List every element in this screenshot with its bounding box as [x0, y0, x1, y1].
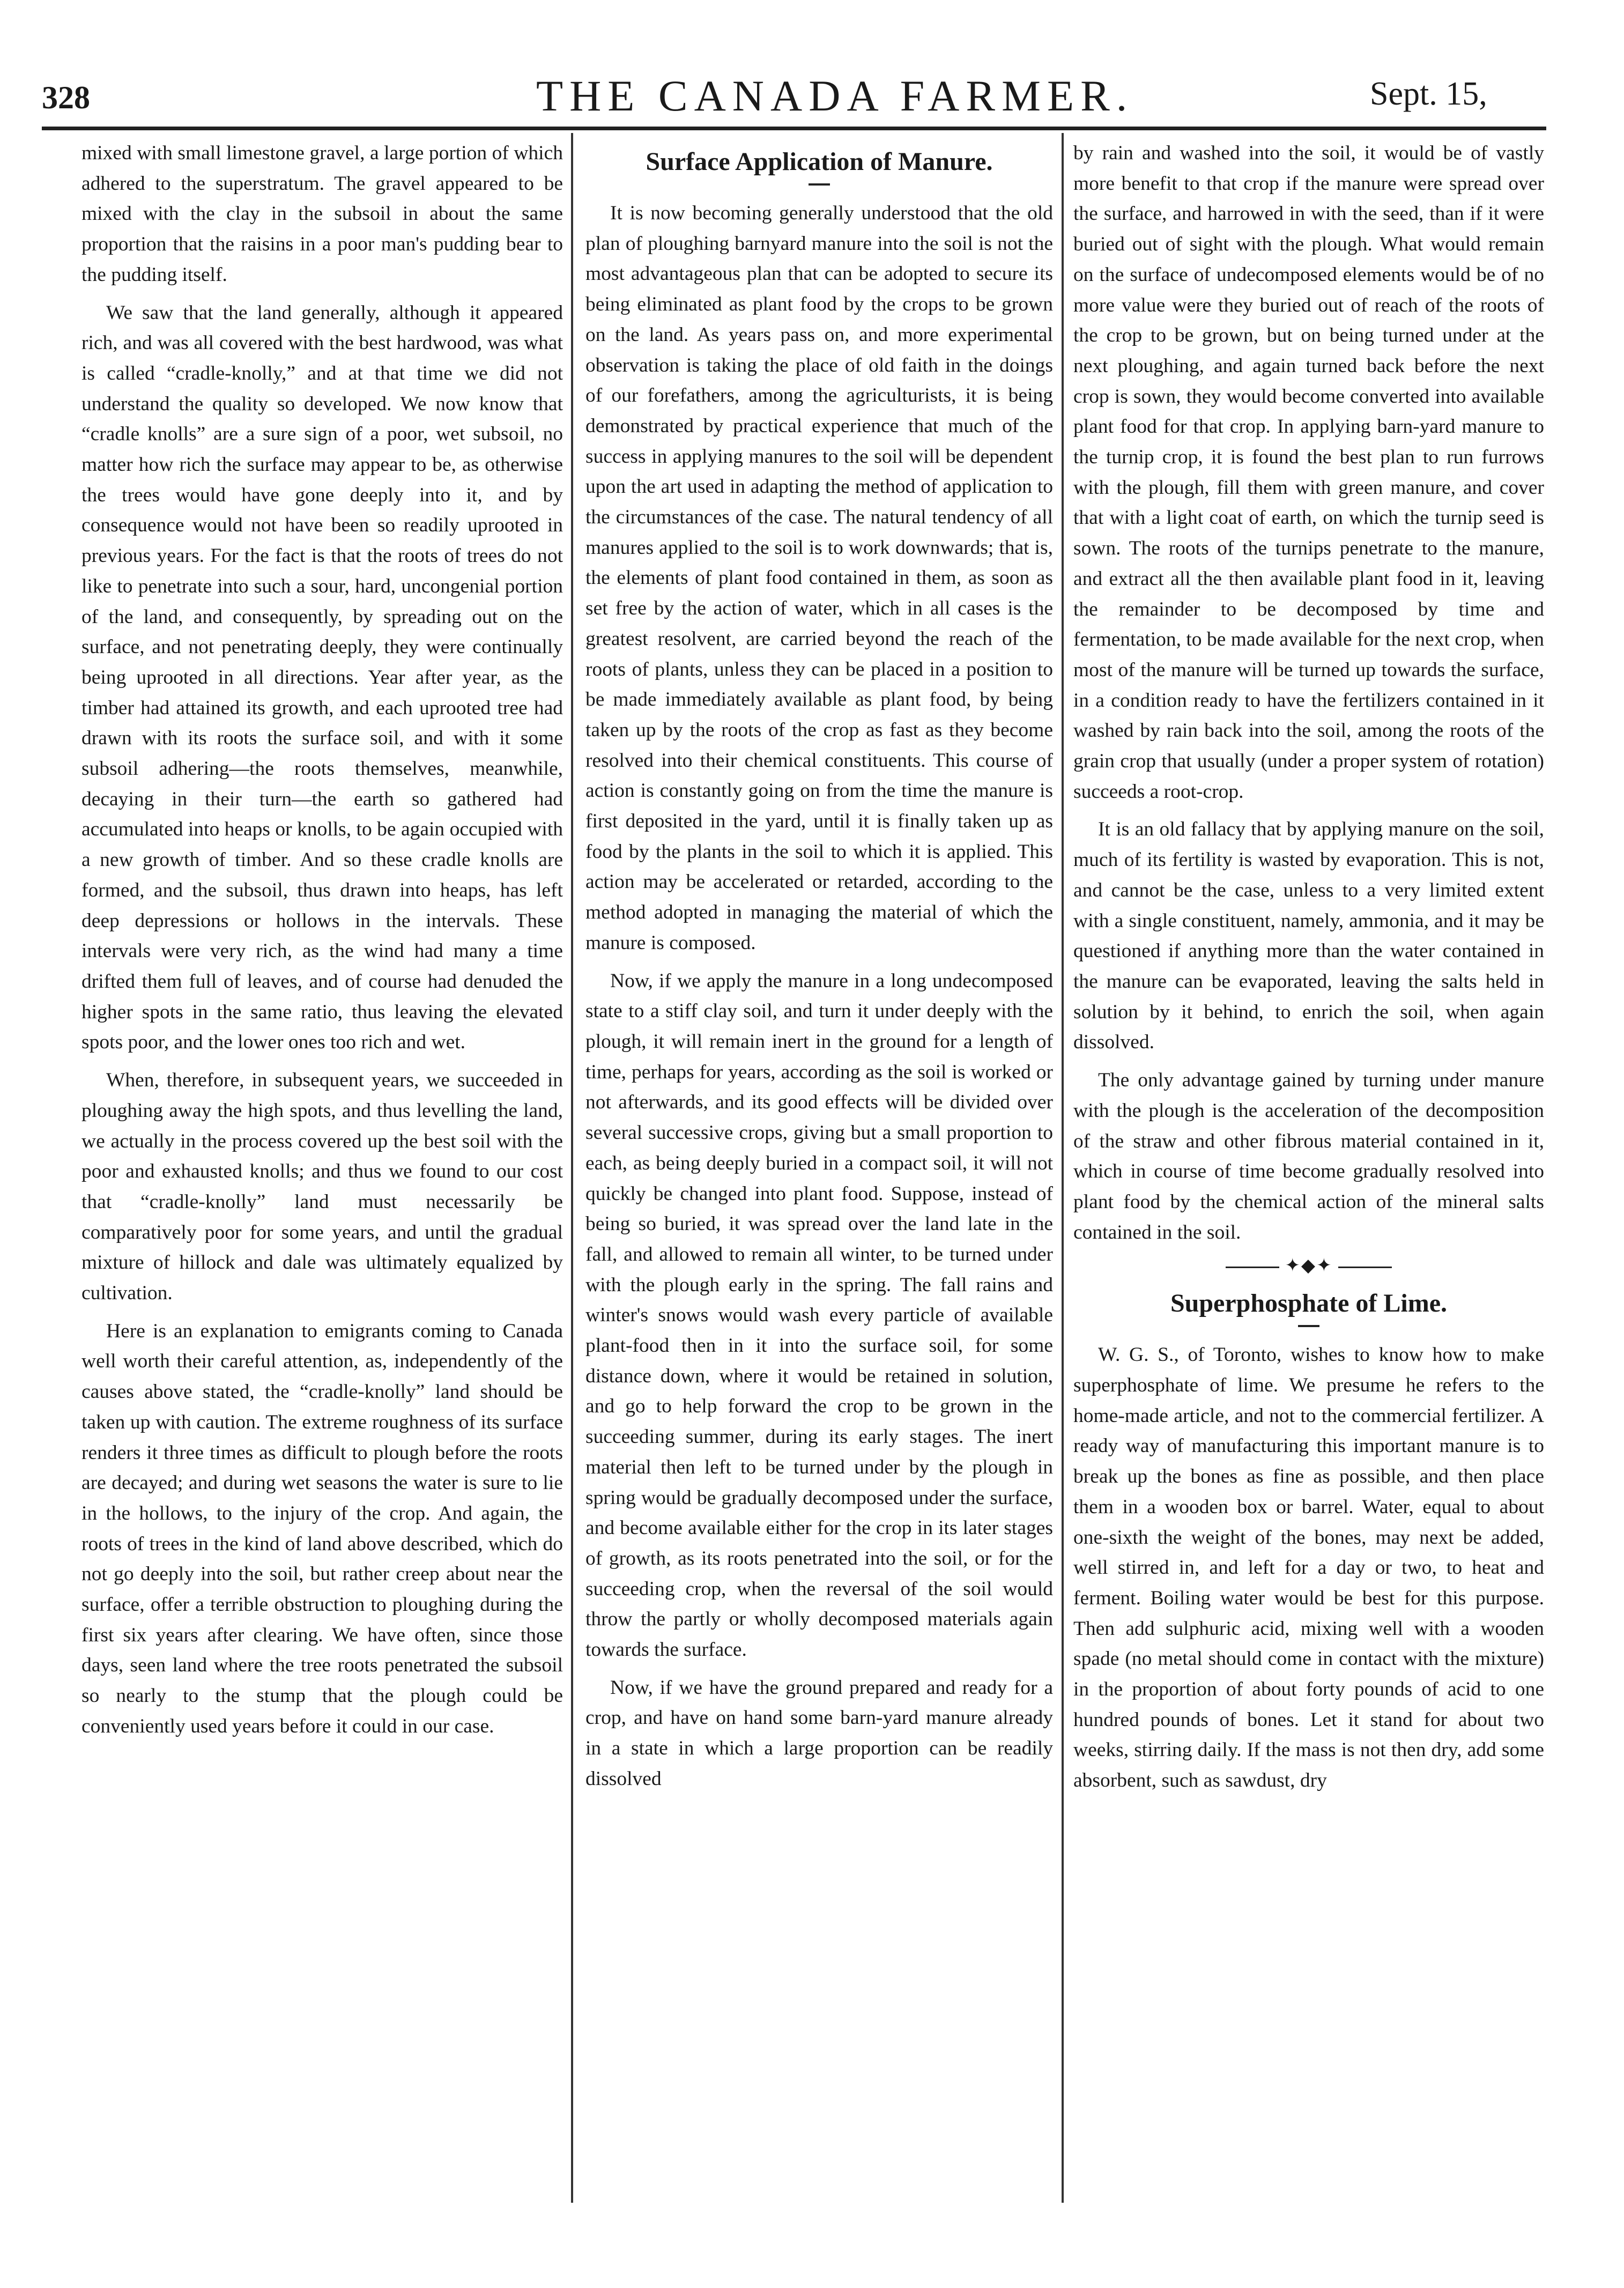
column-left — [81, 138, 563, 1750]
article-paragraph: Now, if we apply the manure in a long undecomposed state to a stiff clay soil, and turn it under deeply with the plough, it will remain inert in the ground for a length of time, perhaps for years, according as the soil is worked or not afterwards, and its good effects will be divided over several successive crops, giving but a small proportion to each, as being deeply buried in a compact soil, it will not quickly be changed into plant food. Suppose, instead of being so buried, it was spread over the land late in the fall, and allowed to remain all winter, to be turned under with the plough early in the spring. The fall rains and winter's snows would wash every particle of available plant-food then in it into the surface soil, for some distance down, where it would be retained in solution, and go to help forward the crop to be grown in the succeeding summer, during its early stages. The inert material then left to be turned under by the plough in spring would be gradually decomposed under the surface, and become available either for the crop in its later stages of growth, as its roots penetrated into the soil, or for the succeeding crop, when the reversal of the soil would throw the partly or wholly decomposed materials again towards the surface. — [585, 969, 1053, 1661]
masthead-title: THE CANADA FARMER. — [536, 71, 1134, 120]
section-ornament: ✦◆✦ — [1073, 1255, 1544, 1277]
header-rule — [42, 127, 1546, 130]
title-dash — [809, 183, 830, 186]
title-dash — [1298, 1325, 1319, 1327]
article-title-manure: Surface Application of Manure. — [646, 147, 993, 176]
article-paragraph: W. G. S., of Toronto, wishes to know how to make superphosphate of lime. We presume he refers to the home-made article, and not to the commercial fertilizer. A ready way of manufacturing this important manure is to break up the bones as fine as possible, and then place them in a wooden box or barrel. Water, equal to about one-sixth the weight of the bones, may next be added, well stirred in, and left for a day or two, to heat and ferment. Boiling water would be best for this purpose. Then add sulphuric acid, mixing well with a wooden spade (no metal should come in contact with the mixture) in the proportion of about forty pounds of acid to one hundred pounds of bones. Let it stand for about two weeks, stirring daily. If the mass is not then dry, add some absorbent, such as sawdust, dry — [1073, 1344, 1544, 1792]
article-paragraph: We saw that the land generally, although it appeared rich, and was all covered with the best hardwood, was what is called “cradle-knolly,” and at that time we did not understand the quality so developed. We now know that “cradle knolls” are a sure sign of a poor, wet subsoil, no matter how rich the surface may appear to be, as otherwise the trees would have gone deeply into it, and by consequence would not have been so readily uprooted in previous years. For the fact is that the roots of trees do not like to penetrate into such a sour, hard, uncongenial portion of the land, and consequently, by spreading out on the surface, and not penetrating deeply, they were continually being uprooted in all directions. Year after year, as the timber had attained its growth, and each uprooted tree had drawn with its roots the surface soil, and with it some subsoil adhering—the roots themselves, meanwhile, decaying in their turn—the earth so gathered had accumulated into heaps or knolls, to be again occupied with a new growth of timber. And so these cradle knolls are formed, and the subsoil, thus drawn into heaps, has left deep depressions or hollows in the intervals. These intervals were very rich, as the wind had many a time drifted them full of leaves, and of course had denuded the higher spots in the same ratio, thus leaving the elevated spots poor, and the lower ones too rich and wet. — [81, 301, 563, 1054]
article-paragraph: by rain and washed into the soil, it would be of vastly more benefit to that crop if the manure were spread over the surface, and harrowed in with the seed, than if it were buried out of sight with the plough. What would remain on the surface of undecomposed elements would be of no more value were they buried out of reach of the roots of the crop to be grown, but on being turned under at the next ploughing, and again turned back before the next crop is sown, they would become converted into available plant food for that crop. In applying barn-yard manure to the turnip crop, it is found the best plan to run furrows with the plough, fill them with green manure, and cover that with a light coat of earth, on which the turnip seed is sown. The roots of the turnips penetrate to the manure, and extract all the then available plant food in it, leaving the remainder to be decomposed by time and fermentation, to be made available for the next crop, when most of the manure will be turned up towards the surface, in a condition ready to have the fertilizers contained in it washed by rain back into the soil, among the roots of the grain crop that usually (under a proper system of rotation) succeeds a root-crop. — [1073, 142, 1544, 803]
column-divider — [571, 133, 573, 2203]
article-paragraph: Now, if we have the ground prepared and ready for a crop, and have on hand some barn-yard manure already in a state in which a large proportion can be readily dissolved — [585, 1676, 1053, 1790]
article-paragraph: The only advantage gained by turning under manure with the plough is the acceleration of the decomposition of the straw and other fibrous material contained in it, which in course of time become gradually resolved into plant food by the chemical action of the mineral salts contained in the soil. — [1073, 1069, 1544, 1243]
column-divider — [1062, 133, 1064, 2203]
article-paragraph: It is an old fallacy that by applying manure on the soil, much of its fertility is wasted by evaporation. This is not, and cannot be the case, unless to a very limited extent with a single constituent, namely, ammonia, and it may be questioned if anything more than the water contained in the manure can be evaporated, leaving the salts held in solution by it behind, to enrich the soil, when again dissolved. — [1073, 818, 1544, 1054]
article-paragraph: mixed with small limestone gravel, a large portion of which adhered to the superstratum. The gravel appeared to be mixed with the clay in the subsoil in about the same proportion that the raisins in a poor man's pudding bear to the pudding itself. — [81, 142, 563, 286]
article-paragraph: It is now becoming generally understood that the old plan of ploughing barnyard manure into the soil is not the most advantageous plan that can be adopted to secure its being eliminated as plant food by the crops to be grown on the land. As years pass on, and more experimental observation is taking the place of old faith in the doings of our forefathers, among the agriculturists, it is being demonstrated by practical experience that much of the success in applying manures to the soil will be dependent upon the art used in adapting the method of application to the circumstances of the case. The natural tendency of all manures applied to the soil is to work downwards; that is, the elements of plant food contained in them, as soon as set free by the action of water, which in all cases is the greatest resolvent, are carried beyond the reach of the roots of plants, unless they can be placed in a position to be made immediately available as plant food, by being taken up by the roots of the crop as fast as they become resolved into their chemical constituents. This course of action is constantly going on from the time the manure is first deposited in the yard, until it is finally taken up as food by the plants in the soil to which it is applied. This action may be accelerated or retarded, according to the method adopted in managing the material of which the manure is composed. — [585, 202, 1053, 954]
issue-date: Sept. 15, — [1370, 76, 1487, 112]
article-paragraph: Here is an explanation to emigrants coming to Canada well worth their careful attention, as, independently of the causes above stated, the “cradle-knolly” land should be taken up with caution. The extreme roughness of its surface renders it three times as difficult to plough before the roots are decayed; and during wet seasons the water is sure to lie in the hollows, to the injury of the crop. And again, the roots of trees in the kind of land above described, which do not go deeply into the soil, but rather creep about near the surface, offer a terrible obstruction to ploughing during the first six years after clearing. We have often, since those days, seen land where the tree roots penetrated the subsoil so nearly to the stump that the plough could be conveniently used years before it could in our case. — [81, 1320, 563, 1737]
article-title-superphosphate: Superphosphate of Lime. — [1170, 1289, 1448, 1318]
column-middle — [585, 138, 1053, 1802]
article-paragraph: When, therefore, in subsequent years, we succeeded in ploughing away the high spots, and thus levelling the land, we actually in the process covered up the best soil with the poor and exhausted knolls; and thus we found to our cost that “cradle-knolly” land must necessarily be comparatively poor for some years, and until the gradual mixture of hillock and dale was ultimately equalized by cultivation. — [81, 1069, 563, 1305]
page-number: 328 — [42, 80, 90, 115]
column-right — [1073, 138, 1544, 1804]
